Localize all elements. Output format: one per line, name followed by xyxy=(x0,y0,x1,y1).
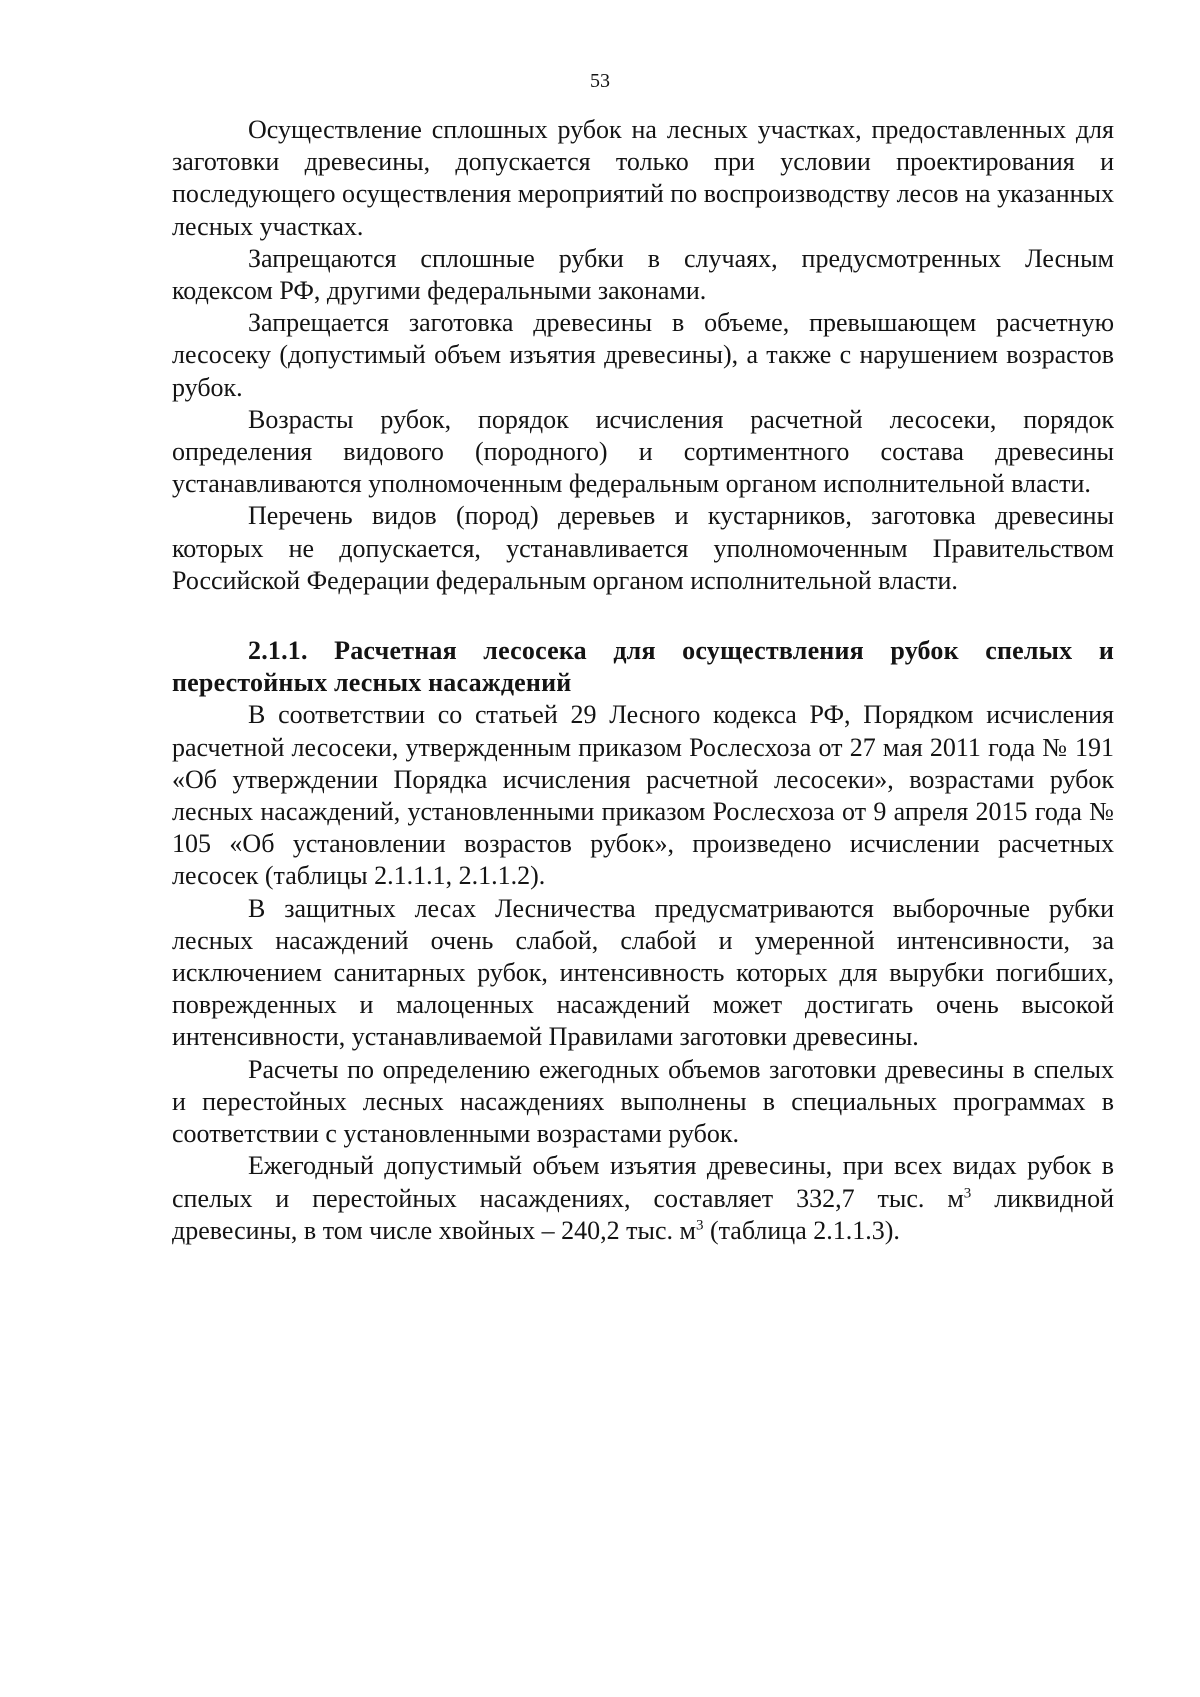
section-heading: 2.1.1. Расчетная лесосека для осуществления рубок спелых и перестойных лесных насаждений xyxy=(172,636,1114,698)
annual-cut-text-1: Ежегодный допустимый объем изъятия древесины, при всех видах рубок в спелых и перестойных насаждениях, составляет 332,7 тыс. м xyxy=(172,1151,1114,1213)
annual-cut-text-2: ликвидной древесины, в том числе хвойных – 240,2 тыс. м xyxy=(172,1183,1114,1245)
paragraph-clearcut-prohibitions: Запрещаются сплошные рубки в случаях, предусмотренных Лесным кодексом РФ, другими федеральными законами. xyxy=(172,243,1114,306)
annual-cut-text-3: (таблица 2.1.1.3). xyxy=(703,1215,900,1245)
cubic-superscript-2: 3 xyxy=(695,1217,704,1234)
paragraph-protective-forests: В защитных лесах Лесничества предусматриваются выборочные рубки лесных насаждений очень слабой, слабой и умеренной интенсивности, за исключением санитарных рубок, интенсивность которых для вырубки погибших, поврежденных и малоценных насаждений может достигать очень высокой интенсивности, устанавливаемой Правилами заготовки древесины. xyxy=(172,893,1114,1052)
paragraph-cutting-ages: Возрасты рубок, порядок исчисления расчетной лесосеки, порядок определения видового (породного) и сортиментного состава древесины устанавливаются уполномоченным федеральным органом исполнительной власти. xyxy=(172,404,1114,499)
page-number: 53 xyxy=(590,70,610,92)
paragraph-calculations: Расчеты по определению ежегодных объемов заготовки древесины в спелых и перестойных лесных насаждениях выполнены в специальных программах в соответствии с установленными возрастами рубок. xyxy=(172,1054,1114,1149)
paragraph-legal-basis: В соответствии со статьей 29 Лесного кодекса РФ, Порядком исчисления расчетной лесосеки, утвержденным приказом Рослесхоза от 27 мая 2011 года № 191 «Об утверждении Порядка исчисления расчетной лесосеки», возрастами рубок лесных насаждений, установленными приказом Рослесхоза от 9 апреля 2015 года № 105 «Об установлении возрастов рубок», произведено исчислении расчетных лесосек (таблицы 2.1.1.1, 2.1.1.2). xyxy=(172,700,1114,891)
paragraph-harvest-volume-limit: Запрещается заготовка древесины в объеме, превышающем расчетную лесосеку (допустимый объем изъятия древесины), а также с нарушением возрастов рубок. xyxy=(172,308,1114,402)
cubic-superscript-1: 3 xyxy=(963,1184,972,1201)
document-body xyxy=(172,114,1114,1247)
paragraph-annual-allowable-cut xyxy=(172,1150,1114,1247)
paragraph-clearcut-conditions: Осуществление сплошных рубок на лесных участках, предоставленных для заготовки древесины, допускается только при условии проектирования и последующего осуществления мероприятий по воспроизводству лесов на указанных лесных участках. xyxy=(172,115,1114,241)
paragraph-protected-species: Перечень видов (пород) деревьев и кустарников, заготовка древесины которых не допускается, устанавливается уполномоченным Правительством Российской Федерации федеральным органом исполнительной власти. xyxy=(172,501,1114,595)
